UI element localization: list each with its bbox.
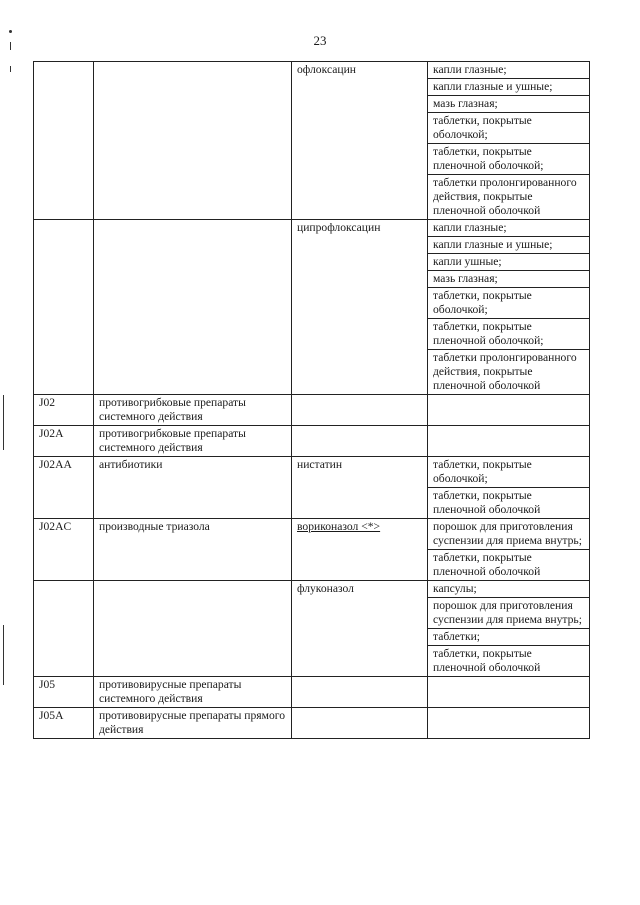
- dosage-form-cell: капли ушные;: [428, 254, 590, 271]
- drug-name-cell: [292, 426, 428, 457]
- group-name-cell: [94, 62, 292, 220]
- margin-mark: [3, 395, 4, 450]
- group-name-cell: противовирусные препараты прямого действия: [94, 708, 292, 739]
- dosage-form-cell: порошок для приготовления суспензии для приема внутрь;: [428, 598, 590, 629]
- group-name-cell: противогрибковые препараты системного действия: [94, 426, 292, 457]
- dosage-form-cell: капли глазные и ушные;: [428, 237, 590, 254]
- group-name-cell: противогрибковые препараты системного действия: [94, 395, 292, 426]
- margin-mark: [3, 625, 4, 685]
- table-row: [34, 581, 590, 598]
- dosage-form-cell: [428, 395, 590, 426]
- dosage-form-cell: таблетки, покрытые оболочкой;: [428, 113, 590, 144]
- group-name-cell: [94, 220, 292, 395]
- table-row: [34, 395, 590, 426]
- dosage-form-cell: капсулы;: [428, 581, 590, 598]
- dosage-form-cell: таблетки, покрытые оболочкой;: [428, 288, 590, 319]
- table-row: [34, 708, 590, 739]
- drug-name-cell: [292, 677, 428, 708]
- dosage-form-cell: таблетки, покрытые пленочной оболочкой: [428, 646, 590, 677]
- atc-code-cell: J02A: [34, 426, 94, 457]
- drug-name-cell: ципрофлоксацин: [292, 220, 428, 395]
- dosage-form-cell: таблетки, покрытые пленочной оболочкой;: [428, 144, 590, 175]
- margin-mark: [10, 42, 11, 50]
- dosage-form-cell: капли глазные;: [428, 220, 590, 237]
- drug-name-cell: офлоксацин: [292, 62, 428, 220]
- dosage-form-cell: таблетки, покрытые пленочной оболочкой: [428, 488, 590, 519]
- drug-name-cell: нистатин: [292, 457, 428, 519]
- table-row: [34, 457, 590, 488]
- group-name-cell: антибиотики: [94, 457, 292, 519]
- group-name-cell: противовирусные препараты системного действия: [94, 677, 292, 708]
- dosage-form-cell: мазь глазная;: [428, 96, 590, 113]
- dosage-form-cell: капли глазные и ушные;: [428, 79, 590, 96]
- group-name-cell: производные триазола: [94, 519, 292, 581]
- drug-name-cell: [292, 708, 428, 739]
- drug-name-cell: [292, 395, 428, 426]
- table-body: [34, 62, 590, 739]
- drug-name-cell: флуконазол: [292, 581, 428, 677]
- dosage-form-cell: [428, 677, 590, 708]
- table-row: [34, 426, 590, 457]
- group-name-cell: [94, 581, 292, 677]
- margin-mark: [9, 30, 12, 33]
- atc-code-cell: J02AC: [34, 519, 94, 581]
- dosage-form-cell: таблетки, покрытые пленочной оболочкой: [428, 550, 590, 581]
- atc-code-cell: [34, 62, 94, 220]
- dosage-form-cell: [428, 708, 590, 739]
- drug-table: [33, 61, 590, 739]
- table-row: [34, 519, 590, 550]
- table-row: [34, 62, 590, 79]
- table-row: [34, 220, 590, 237]
- atc-code-cell: J02AA: [34, 457, 94, 519]
- dosage-form-cell: мазь глазная;: [428, 271, 590, 288]
- margin-mark: [10, 66, 11, 72]
- atc-code-cell: [34, 220, 94, 395]
- page-number: 23: [313, 33, 327, 48]
- dosage-form-cell: порошок для приготовления суспензии для приема внутрь;: [428, 519, 590, 550]
- atc-code-cell: J05A: [34, 708, 94, 739]
- dosage-form-cell: [428, 426, 590, 457]
- atc-code-cell: J05: [34, 677, 94, 708]
- table-row: [34, 677, 590, 708]
- dosage-form-cell: таблетки пролонгированного действия, покрытые пленочной оболочкой: [428, 175, 590, 220]
- atc-code-cell: [34, 581, 94, 677]
- drug-name-cell: вориконазол <*>: [292, 519, 428, 581]
- dosage-form-cell: таблетки;: [428, 629, 590, 646]
- atc-code-cell: J02: [34, 395, 94, 426]
- dosage-form-cell: капли глазные;: [428, 62, 590, 79]
- dosage-form-cell: таблетки, покрытые пленочной оболочкой;: [428, 319, 590, 350]
- dosage-form-cell: таблетки пролонгированного действия, покрытые пленочной оболочкой: [428, 350, 590, 395]
- dosage-form-cell: таблетки, покрытые оболочкой;: [428, 457, 590, 488]
